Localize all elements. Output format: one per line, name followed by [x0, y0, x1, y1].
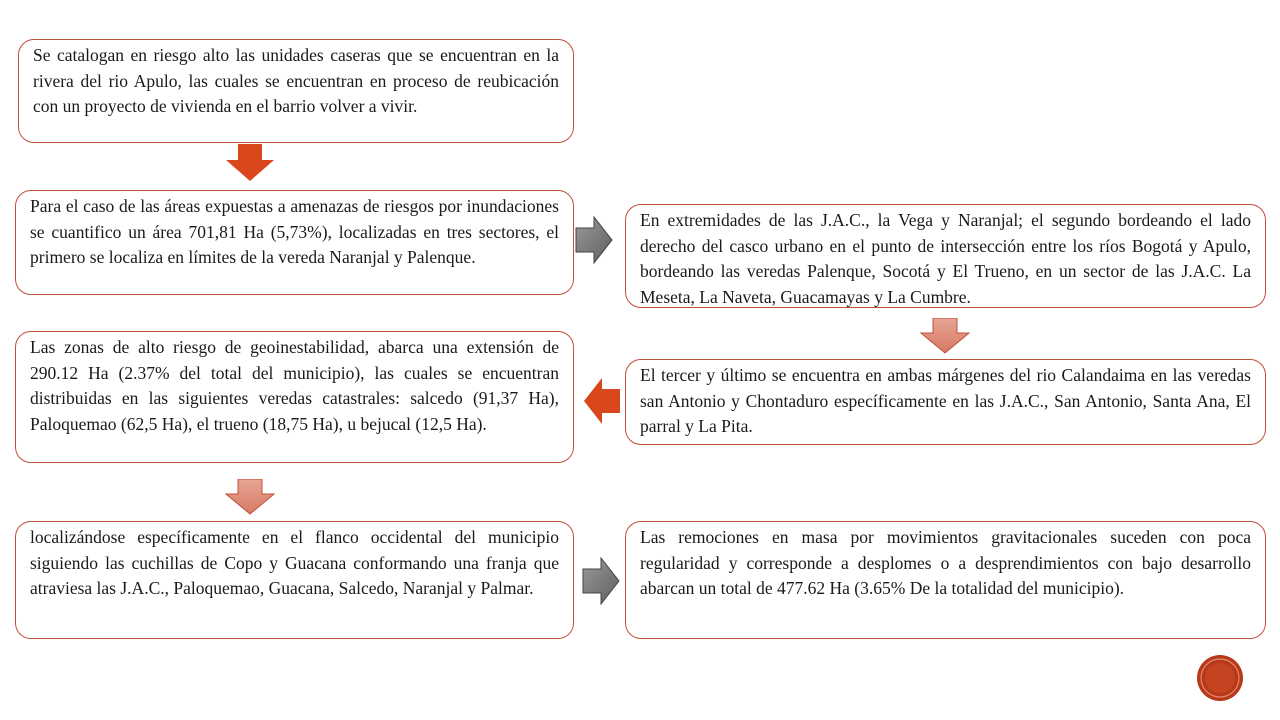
- box-riesgo-alto: Se catalogan en riesgo alto las unidades caseras que se encuentran en la rivera del rio Apulo, las cuales se encuentran en proceso de reubicación con un proyecto de vivienda en el barrio volver a vivir.: [18, 39, 574, 143]
- arrow-down-icon: [225, 479, 275, 515]
- arrow-right-icon: [575, 216, 613, 264]
- box-extremidades: En extremidades de las J.A.C., la Vega y Naranjal; el segundo bordeando el lado derecho del casco urbano en el punto de intersección entre los ríos Bogotá y Apulo, bordeando las veredas Palenque, Socotá y El Trueno, en un sector de las J.A.C. La Meseta, La Naveta, Guacamayas y La Cumbre.: [625, 204, 1266, 308]
- arrow-right-icon: [582, 557, 620, 605]
- box-tercer-sector: El tercer y último se encuentra en ambas márgenes del rio Calandaima en las veredas san Antonio y Chontaduro específicamente en las J.A.C., San Antonio, Santa Ana, El parral y La Pita.: [625, 359, 1266, 445]
- box-inundaciones: Para el caso de las áreas expuestas a amenazas de riesgos por inundaciones se cuantifico un área 701,81 Ha (5,73%), localizadas en tres sectores, el primero se localiza en límites de la vereda Naranjal y Palenque.: [15, 190, 574, 295]
- arrow-left-icon: [583, 377, 621, 425]
- box-geoinestabilidad: Las zonas de alto riesgo de geoinestabilidad, abarca una extensión de 290.12 Ha (2.37% del total del municipio), las cuales se encuentran distribuidas en las siguientes veredas catastrales: salcedo (91,37 Ha), Paloquemao (62,5 Ha), el trueno (18,75 Ha), u bejucal (12,5 Ha).: [15, 331, 574, 463]
- arrow-down-icon: [225, 144, 275, 182]
- box-flanco-occidental: localizándose específicamente en el flanco occidental del municipio siguiendo las cuchillas de Copo y Guacana conformando una franja que atraviesa las J.A.C., Paloquemao, Guacana, Salcedo, Naranjal y Palmar.: [15, 521, 574, 639]
- circle-decoration-icon: [1196, 654, 1244, 702]
- arrow-down-icon: [920, 318, 970, 354]
- box-remociones: Las remociones en masa por movimientos gravitacionales suceden con poca regularidad y corresponde a desplomes o a desprendimientos con bajo desarrollo abarcan un total de 477.62 Ha (3.65% De la totalidad del municipio).: [625, 521, 1266, 639]
